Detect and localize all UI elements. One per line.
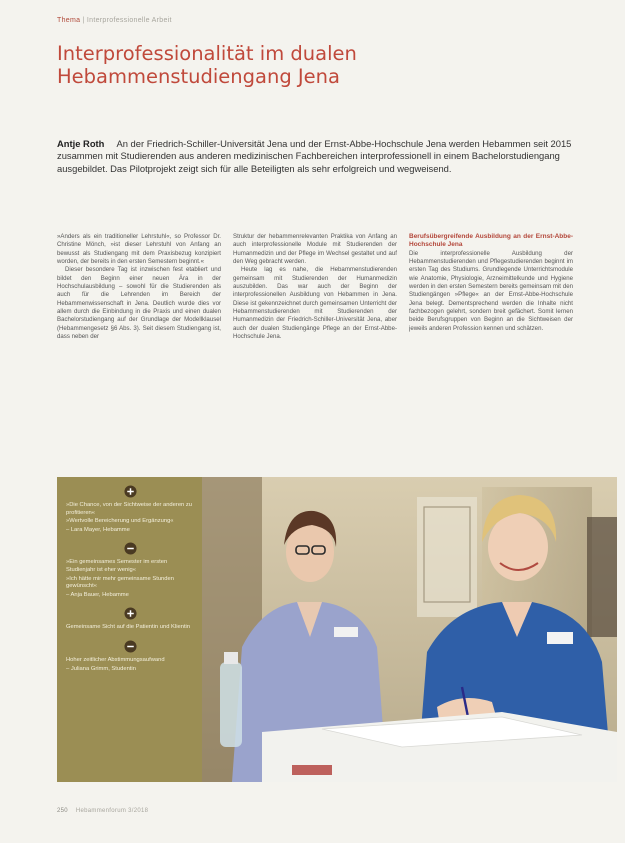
page-footer [57,808,148,814]
sidebar-group [66,485,195,534]
article-photo [202,477,617,782]
sidebar-line: – Lara Mayer, Hebamme [66,526,130,533]
body-paragraph: Die interprofessionelle Ausbildung der Hebammenstudierenden und Pflegestudierenden beginnt im ersten Tag des Studiums. Grundlegende Unterrichtsmodule wie Anatomie, Physiologie, Arzneimittelkunde und Hygiene werden in den ersten Semestern bereits gemeinsam mit den Studiengängen »Pflege« an der Ernst-Abbe-Hochschule Jena belegt. Dementsprechend werden die Inhalte nicht fachbezogen gelehrt, sondern breit gefächert. Somit lernen beide Berufsgruppen von Beginn an die Sichtweisen der jeweils anderen Profession kennen und schätzen. [409,249,573,332]
body-column-1 [57,233,221,445]
body-column-3 [409,233,573,445]
minus-circle-icon [66,542,195,555]
publication-name: Hebammenforum 3/2018 [75,808,149,814]
sidebar-group [66,640,195,673]
lead-text: An der Friedrich-Schiller-Universität Jena und der Ernst-Abbe-Hochschule Jena werden Hebammen seit 2015 zusammen mit Studierenden aus anderen medizinischen Fachbereichen interprofessionell in einem Bachelorstudiengang ausgebildet. Das Pilotprojekt zeigt sich für alle Beteiligten als sehr erfolgreich und wegweisend. [57,138,572,174]
sidebar-line: »Die Chance, von der Sichtweise der anderen zu profitieren« [66,502,192,516]
body-paragraph: Heute lag es nahe, die Hebammenstudierenden gemeinsam mit Studierenden der Humanmedizin auszubilden. Das war auch der Beginn der interprofessionellen Ausbildung von Hebammen in Jena. Diese ist gekennzeichnet durch gemeinsamen Unterricht der Hebammenstudierenden mit Studierenden der Humanmedizin der Friedrich-Schiller-Universität Jena, aber auch der dualen Studiengänge Pflege an der Ernst-Abbe-Hochschule Jena. [233,266,397,341]
sidebar-line: »Wertvolle Bereicherung und Ergänzung« [66,518,174,525]
author-name: Antje Roth [57,138,105,149]
sidebar-line: Gemeinsame Sicht auf die Patientin und Klientin [66,624,191,631]
section-label: Thema [57,17,81,24]
body-paragraph: Dieser besondere Tag ist inzwischen fest etabliert und bildet den Beginn einer neuen Ära in der Hochschulausbildung – sowohl für die Studierenden als auch für die Lehrenden im Bereich der Hebammenwissenschaft in Jena. Deutlich wurde dies vor allem durch die Einbindung in die Praxis und einen dualen Bachelorstudiengang auf der Grundlage der Modellklausel (Hebammengesetz §6 Abs. 3). Seit diesem Studiengang ist, dass neben der [57,266,221,341]
minus-circle-icon [66,640,195,653]
body-columns [57,233,573,445]
body-paragraph: Struktur der hebammenrelevanten Praktika von Anfang an auch interprofessionelle Module mit Studierenden der Humanmedizin und der Pflege im Wechsel gestaltet und auf den Weg gebracht werden. [233,233,397,266]
sidebar-line: »Ich hätte mir mehr gemeinsame Stunden gewünscht« [66,575,174,590]
plus-circle-icon [66,607,195,620]
article-title: Interprofessionalität im dualen Hebammenstudiengang Jena [57,42,357,88]
photo-band [57,477,617,782]
pros-cons-sidebar [57,477,202,782]
subsection-label: Interprofessionelle Arbeit [86,17,172,24]
header-separator: | [82,17,85,24]
body-column-2 [233,233,397,445]
running-header [57,17,172,24]
body-paragraph: »Anders als ein traditioneller Lehrstuhl«, so Professor Dr. Christine Mönch, »ist dieser Lehrstuhl von Anfang an bewusst als Studiengang mit dem Praxisbezug konzipiert worden, der bereits in den ersten Semestern beginnt.« [57,233,221,266]
sidebar-line: – Anja Bauer, Hebamme [66,591,129,598]
sidebar-group [66,542,195,599]
sidebar-group [66,607,195,632]
section-heading: Berufsübergreifende Ausbildung an der Ernst-Abbe-Hochschule Jena [409,233,573,249]
sidebar-line: »Ein gemeinsames Semester im ersten Studienjahr ist eher wenig« [66,559,168,573]
article-lead [57,138,577,175]
page-number: 250 [57,808,68,814]
two-midwives-photo [202,477,617,782]
plus-circle-icon [66,485,195,498]
sidebar-line: Hoher zeitlicher Abstimmungsaufwand [66,656,165,663]
sidebar-line: – Juliana Grimm, Studentin [66,665,136,672]
